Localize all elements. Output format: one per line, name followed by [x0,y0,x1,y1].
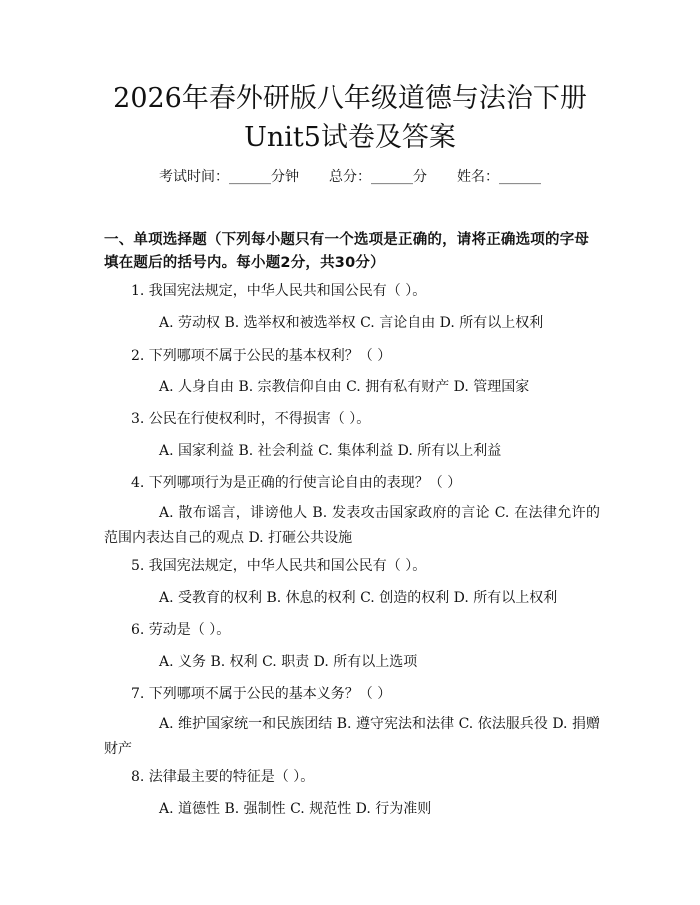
student-name-field: 姓名：______ [457,169,541,185]
document-title-line-1: 2026年春外研版八年级道德与法治下册 [113,83,587,114]
document-title-line-2: Unit5试卷及答案 [244,122,456,153]
question-4-options: A. 散布谣言，诽谤他人 B. 发表攻击国家政府的言论 C. 在法律允许的范围内表达自己的观点 D. 打砸公共设施 [104,505,600,546]
question-5-options: A. 受教育的权利 B. 休息的权利 C. 创造的权利 D. 所有以上权利 [159,590,558,606]
question-1-stem: 1. 我国宪法规定，中华人民共和国公民有（ ）。 [131,283,427,299]
exam-meta [0,167,700,187]
question-6-stem: 6. 劳动是（ ）。 [131,622,231,638]
question-2-stem: 2. 下列哪项不属于公民的基本权利？（ ） [131,348,392,364]
question-7-stem: 7. 下列哪项不属于公民的基本义务？（ ） [131,686,392,702]
question-8-stem: 8. 法律最主要的特征是（ ）。 [131,769,315,785]
question-4-stem: 4. 下列哪项行为是正确的行使言论自由的表现？（ ） [131,475,462,491]
exam-time-field: 考试时间：______分钟 [159,169,299,185]
question-1-options: A. 劳动权 B. 选举权和被选举权 C. 言论自由 D. 所有以上权利 [159,315,544,331]
question-3-stem: 3. 公民在行使权利时，不得损害（ ）。 [131,411,371,427]
question-5-stem: 5. 我国宪法规定，中华人民共和国公民有（ ）。 [131,558,427,574]
question-8-options: A. 道德性 B. 强制性 C. 规范性 D. 行为准则 [159,801,432,817]
question-2-options: A. 人身自由 B. 宗教信仰自由 C. 拥有私有财产 D. 管理国家 [159,379,530,395]
question-7-options: A. 维护国家统一和民族团结 B. 遵守宪法和法律 C. 依法服兵役 D. 捐赠财产 [104,716,600,757]
question-3-options: A. 国家利益 B. 社会利益 C. 集体利益 D. 所有以上利益 [159,443,502,459]
total-score-field: 总分：______分 [329,169,427,185]
question-6-options: A. 义务 B. 权利 C. 职责 D. 所有以上选项 [159,654,418,670]
section-heading: 一、单项选择题（下列每小题只有一个选项是正确的，请将正确选项的字母填在题后的括号内。每小题2分，共30分） [104,232,590,271]
